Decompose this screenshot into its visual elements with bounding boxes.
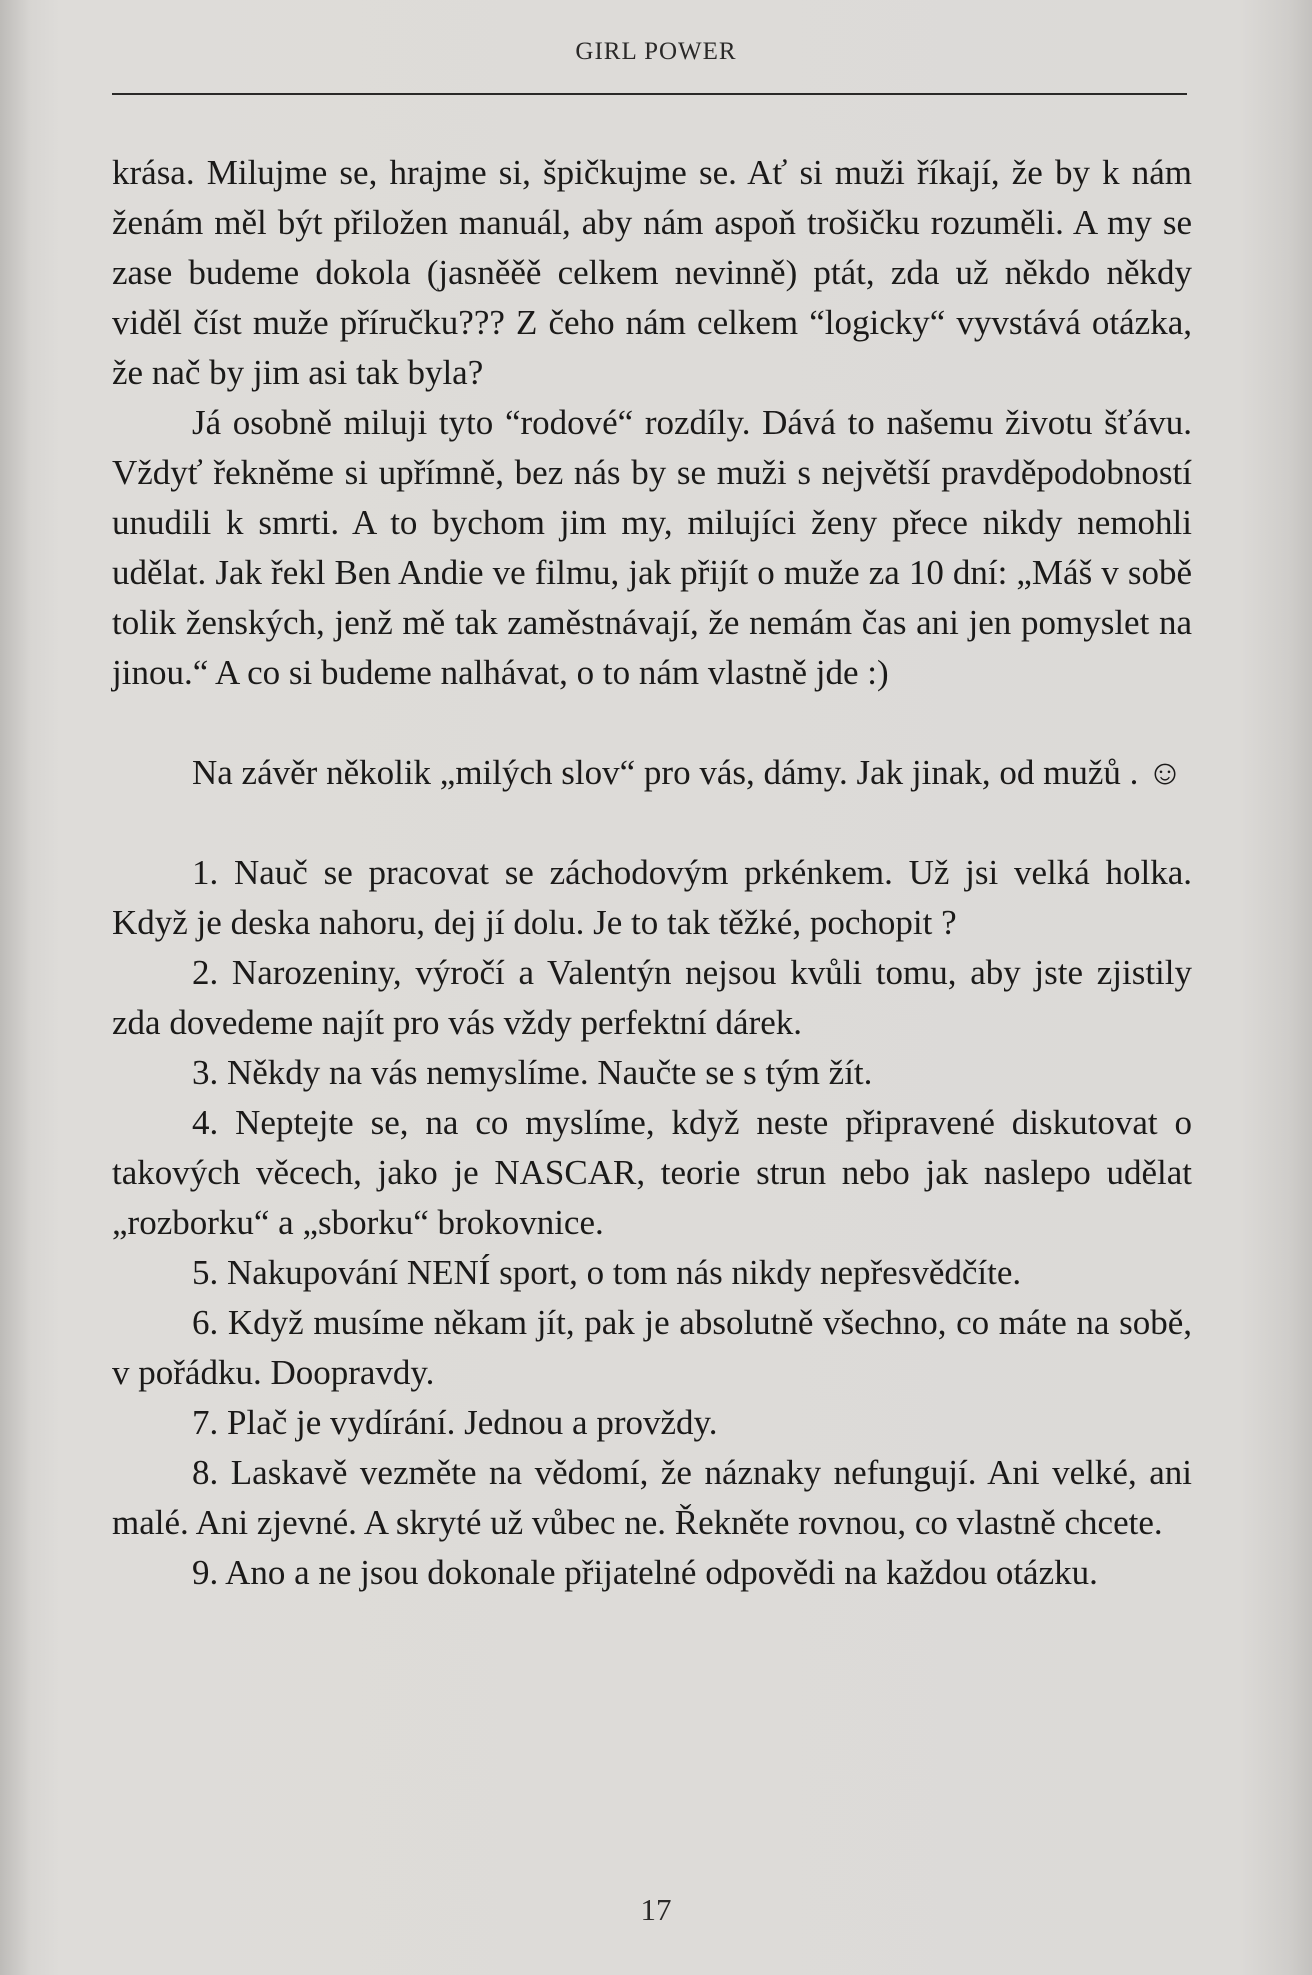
paragraph-gap — [112, 698, 1192, 748]
list-item: 4. Neptejte se, na co myslíme, když neste připravené diskutovat o takových věcech, jako je NASCAR, teorie strun nebo jak naslepo udělat „rozborku“ a „sborku“ brokovnice. — [112, 1103, 1192, 1242]
list-item: 1. Nauč se pracovat se záchodovým prkénkem. Už jsi velká holka. Když je deska nahoru, dej jí dolu. Je to tak těžké, pochopit ? — [112, 853, 1192, 942]
list-item: 8. Laskavě vezměte na vědomí, že náznaky nefungují. Ani velké, ani malé. Ani zjevné. A skryté už vůbec ne. Řekněte rovnou, co vlastně chcete. — [112, 1453, 1192, 1542]
page-number: 17 — [640, 1892, 672, 1927]
paragraph: Já osobně miluji tyto “rodové“ rozdíly. Dává to našemu životu šťávu. Vždyť řekněme si upřímně, bez nás by se muži s největší pravděpodobností unudili k smrti. A to bychom jim my, milujíci ženy přece nikdy nemohli udělat. Jak řekl Ben Andie ve filmu, jak přijít o muže za 10 dní: „Máš v sobě tolik ženských, jenž mě tak zaměstnávají, že nemám čas ani jen pomyslet na jinou.“ A co si budeme nalhávat, o to nám vlastně jde :) — [112, 403, 1192, 692]
paragraph: krása. Milujme se, hrajme si, špičkujme se. Ať si muži říkají, že by k nám ženám měl být přiložen manuál, aby nám aspoň trošičku rozuměli. A my se zase budeme dokola (jasněěě celkem nevinně) ptát, zda už někdo někdy viděl číst muže příručku??? Z čeho nám celkem “logicky“ vyvstává otázka, že nač by jim asi tak byla? — [112, 153, 1192, 392]
list-item: 3. Někdy na vás nemyslíme. Naučte se s tým žít. — [192, 1053, 873, 1092]
list-item: 7. Plač je vydírání. Jednou a provždy. — [192, 1403, 718, 1442]
paragraph-gap — [112, 798, 1192, 848]
header-rule — [112, 93, 1187, 95]
list-item: 6. Když musíme někam jít, pak je absolutně všechno, co máte na sobě, v pořádku. Doopravdy. — [112, 1303, 1192, 1392]
list-item: 2. Narozeniny, výročí a Valentýn nejsou kvůli tomu, aby jste zjistily zda dovedeme najít pro vás vždy perfektní dárek. — [112, 953, 1192, 1042]
list-item: 5. Nakupování NENÍ sport, o tom nás nikdy nepřesvědčíte. — [192, 1253, 1022, 1292]
body-text — [112, 148, 1192, 1598]
list-item: 9. Ano a ne jsou dokonale přijatelné odpovědi na každou otázku. — [192, 1553, 1098, 1592]
running-head: GIRL POWER — [575, 38, 737, 65]
paragraph: Na závěr několik „milých slov“ pro vás, dámy. Jak jinak, od mužů . ☺ — [192, 753, 1183, 792]
